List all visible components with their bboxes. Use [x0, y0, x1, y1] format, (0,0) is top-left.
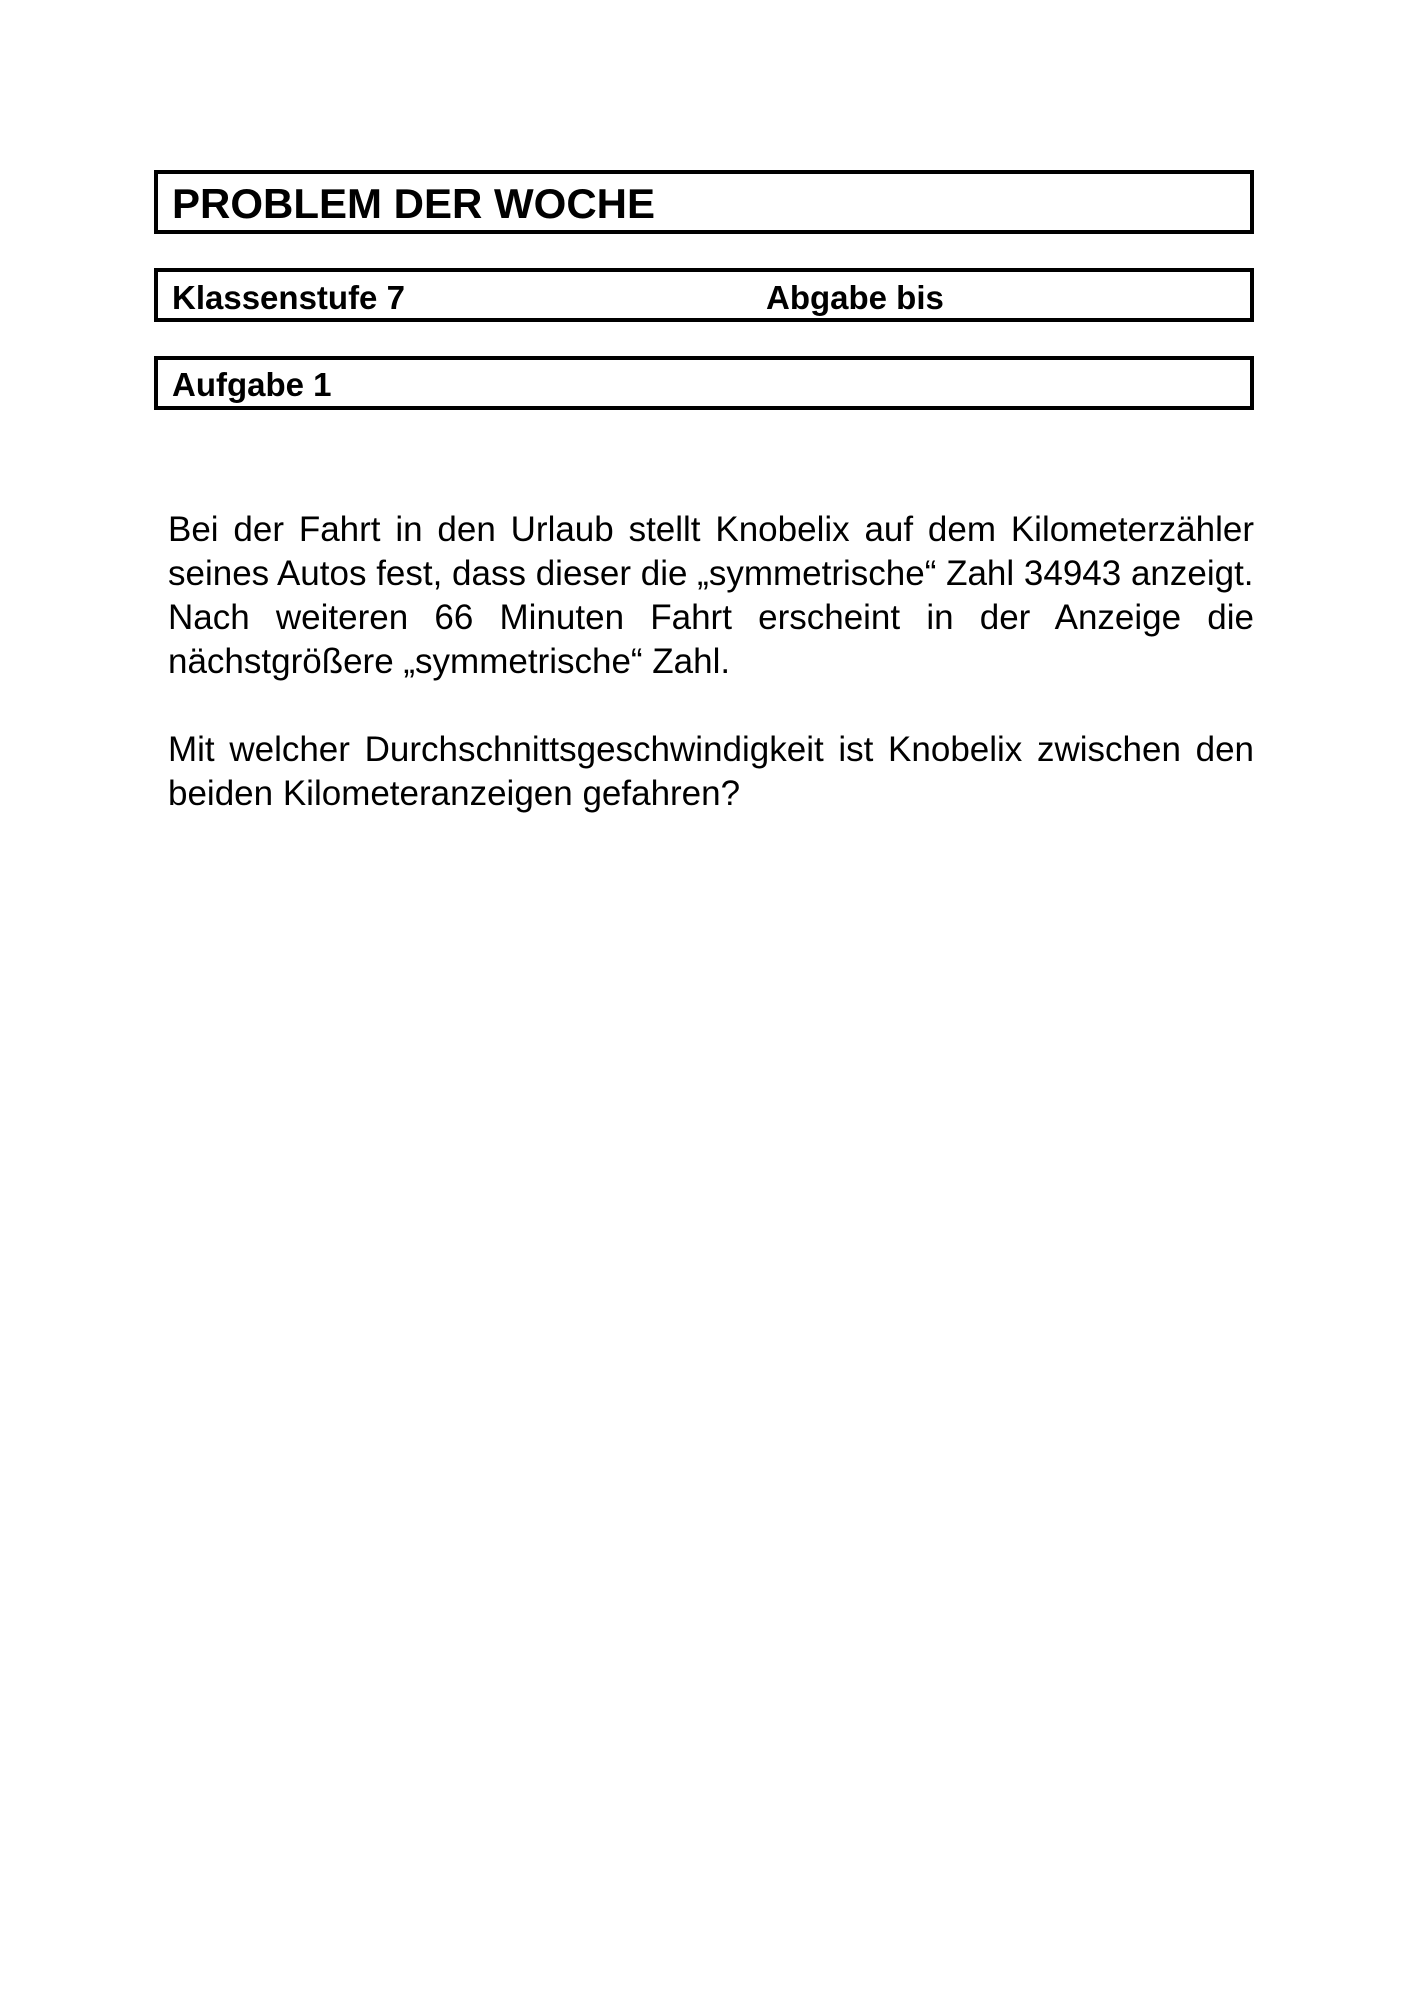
paragraph-spacer: [168, 684, 1254, 728]
title-box: [154, 170, 1254, 234]
due-label: Abgabe bis: [766, 279, 944, 316]
grade-label: Klassenstufe 7: [172, 279, 405, 316]
task-label: Aufgabe 1: [172, 366, 332, 403]
meta-box: [154, 268, 1254, 322]
task-box: [154, 356, 1254, 410]
problem-question: Mit welcher Durchschnittsgeschwindigkeit ist Knobelix zwischen den beiden Kilometeranzeigen gefahren?: [168, 730, 1254, 813]
problem-text: [168, 508, 1254, 816]
problem-paragraph-2: Nach weiteren 66 Minuten Fahrt erscheint in der Anzeige die nächstgrößere „symmetrische“ Zahl.: [168, 598, 1254, 681]
page-title: PROBLEM DER WOCHE: [172, 180, 655, 227]
problem-paragraph-1: Bei der Fahrt in den Urlaub stellt Knobelix auf dem Kilometerzähler seines Autos fest, dass dieser die „symmetrische“ Zahl 34943 anzeigt.: [168, 510, 1254, 593]
